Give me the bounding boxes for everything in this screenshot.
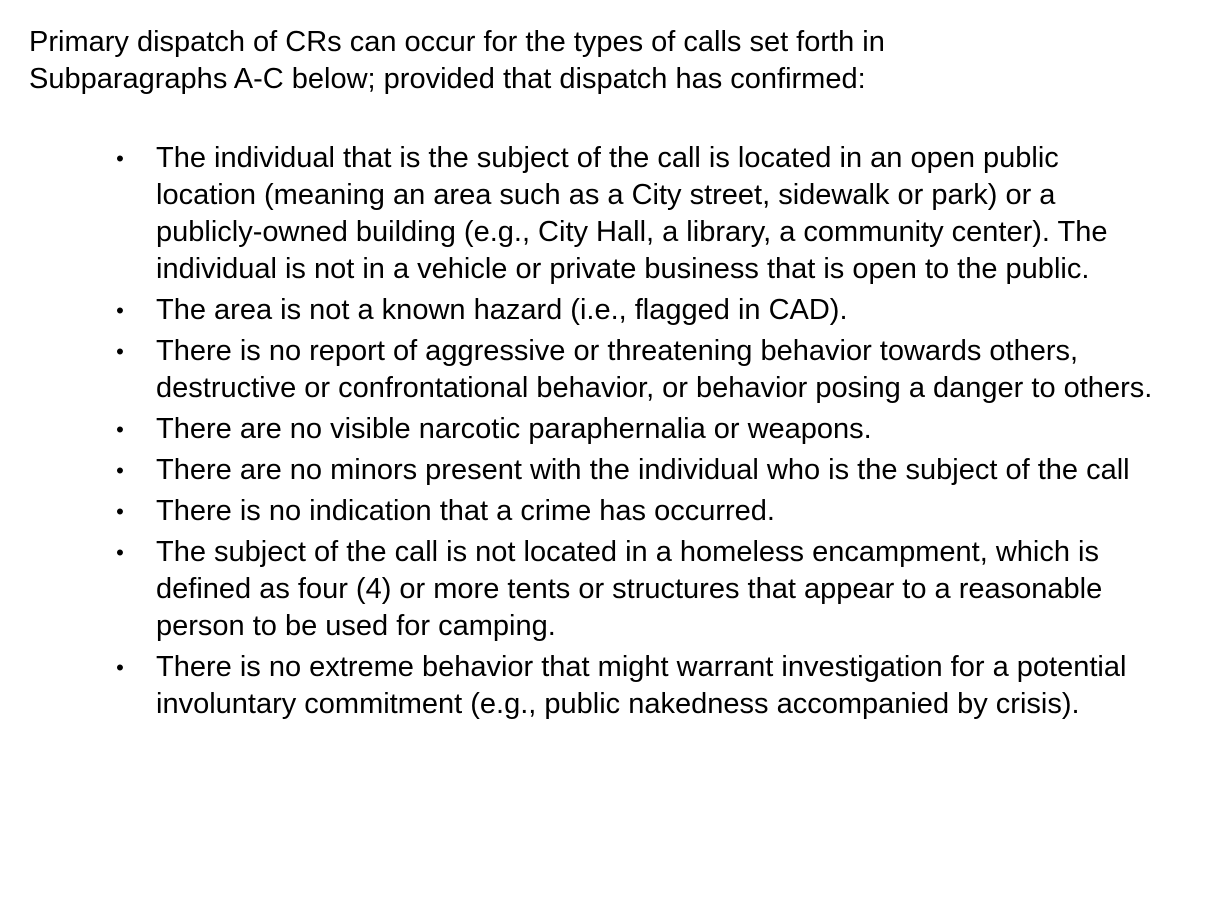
condition-item: [29, 292, 1166, 329]
bullet-icon: •: [116, 146, 124, 171]
condition-text: There is no indication that a crime has occurred.: [156, 495, 775, 527]
condition-text: There are no visible narcotic paraphernalia or weapons.: [156, 413, 872, 445]
condition-text: The subject of the call is not located in a homeless encampment, which is defined as four (4) or more tents or structures that appear to a reasonable person to be used for camping.: [156, 536, 1103, 642]
condition-item: [29, 140, 1166, 288]
condition-item: [29, 534, 1166, 645]
condition-text: There is no report of aggressive or threatening behavior towards others, destructive or confrontational behavior, or behavior posing a danger to others.: [156, 335, 1153, 404]
condition-item: [29, 493, 1166, 530]
condition-item: [29, 452, 1166, 489]
condition-text: There is no extreme behavior that might warrant investigation for a potential involuntary commitment (e.g., public nakedness accompanied by crisis).: [156, 651, 1127, 720]
bullet-icon: •: [116, 655, 124, 680]
condition-text: There are no minors present with the individual who is the subject of the call: [156, 454, 1130, 486]
bullet-icon: •: [116, 499, 124, 524]
intro-paragraph: Primary dispatch of CRs can occur for the types of calls set forth in Subparagraphs A-C below; provided that dispatch has confirmed:: [29, 26, 885, 95]
condition-text: The area is not a known hazard (i.e., flagged in CAD).: [156, 294, 848, 326]
bullet-icon: •: [116, 417, 124, 442]
bullet-icon: •: [116, 298, 124, 323]
bullet-icon: •: [116, 339, 124, 364]
bullet-icon: •: [116, 458, 124, 483]
condition-item: [29, 333, 1166, 407]
condition-item: [29, 649, 1166, 723]
condition-item: [29, 411, 1166, 448]
document-page: [29, 24, 1179, 727]
conditions-list: [29, 140, 1179, 723]
bullet-icon: •: [116, 540, 124, 565]
condition-text: The individual that is the subject of the call is located in an open public location (meaning an area such as a City street, sidewalk or park) or a publicly-owned building (e.g., City Hall, a library, a community center). The individual is not in a vehicle or private business that is open to the public.: [156, 142, 1108, 285]
